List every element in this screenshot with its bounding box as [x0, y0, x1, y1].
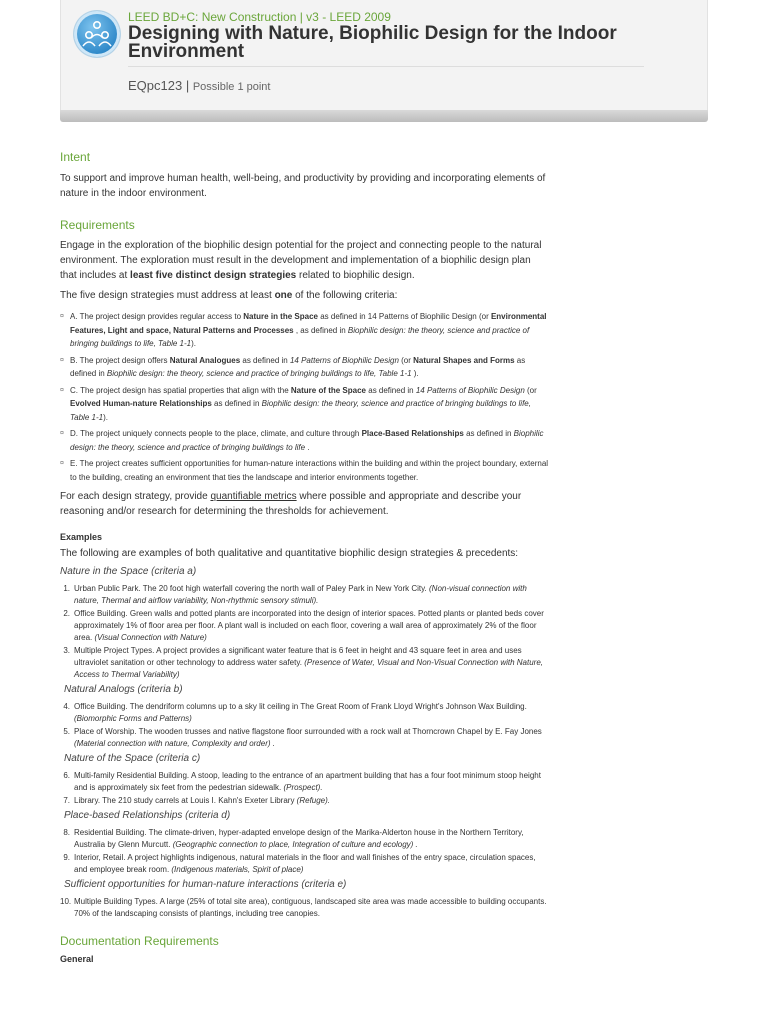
criterion-a-ref: Biophilic design: the theory, science and practice of bringing buildings to life, Table 1-1 [70, 325, 530, 348]
req-p3-text-end: where possible and appropriate and describe your reasoning and/or research for determining the thresholds for achievement. [60, 491, 522, 517]
req-p1-bold: least five distinct design strategies [130, 270, 297, 281]
item-text: Multi-family Residential Building. A stoop, leading to the entrance of an apartment building that has a four foot minimum stoop height and is approximately six feet from the pedestrian sidewalk. [74, 771, 541, 792]
examples-intro: The following are examples of both qualitative and quantitative biophilic design strategies & precedents: [60, 548, 519, 559]
example-list [60, 770, 550, 807]
page-title: Designing with Nature, Biophilic Design for the Indoor Environment [128, 23, 617, 62]
examples-groups [60, 566, 550, 920]
item-text: Office Building. Green walls and potted plants are incorporated into the design of interior spaces. Potted plants or planted beds cover approximately 1% of floor area per floor. A plant wall is included on each floor, covering a wall area of approximately 2% of the floor area. [74, 609, 544, 642]
criterion-b-text: B. The project design offers [70, 355, 170, 365]
item-note: (Prospect). [283, 783, 323, 792]
example-group [60, 566, 550, 681]
item-text: Interior, Retail. A project highlights indigenous, natural materials in the floor and wall finishes of the entry space, circulation spaces, and employee break room. [74, 853, 536, 874]
documentation-heading: Documentation Requirements [60, 934, 219, 948]
list-item [60, 701, 550, 725]
item-number: 1. [63, 584, 70, 593]
example-group-title: Nature of the Space (criteria c) [64, 753, 201, 764]
item-text: Residential Building. The climate-driven, hyper-adapted envelope design of the Marika-Alderton house in the Northern Territory, Australia by Glenn Murcutt. [74, 828, 524, 849]
example-list [60, 583, 550, 681]
example-group [60, 684, 550, 750]
criterion-d-term: Place-Based Relationships [361, 429, 464, 438]
criterion-a [60, 310, 550, 351]
criterion-e-text: E. The project creates sufficient opportunities for human-nature interactions within the building and within the project boundary, external to the building, creating an environment that ties the landscape and interior environments together. [70, 459, 549, 482]
example-group-title: Natural Analogs (criteria b) [64, 684, 183, 695]
criterion-a-text-2: as defined in 14 Patterns of Biophilic Design (or [317, 312, 491, 321]
criterion-c-text-4: as defined in [211, 399, 262, 408]
req-p2-bold: one [274, 290, 293, 301]
item-note: (Geographic connection to place, Integration of culture and ecology) . [172, 840, 418, 849]
criterion-a-text: A. The project design provides regular access to [70, 312, 244, 321]
list-item [60, 583, 550, 607]
criterion-c-term: Nature of the Space [290, 385, 367, 395]
credit-content [60, 150, 550, 964]
item-note: (Visual Connection with Nature) [94, 633, 207, 642]
example-group [60, 810, 550, 876]
item-number: 3. [63, 646, 70, 655]
item-text: Multiple Building Types. A large (25% of total site area), contiguous, landscaped site area was made accessible to building occupants. 70% of the landscaping consists of plantings, including tree canopies. [74, 897, 547, 918]
rating-system-subtitle: LEED BD+C: New Construction | v3 - LEED 2009 [128, 10, 391, 24]
item-text: Office Building. The dendriform columns up to a sky lit ceiling in The Great Room of Frank Lloyd Wright's Johnson Wax Building. [74, 702, 527, 711]
criterion-c-text-3: (or [524, 385, 537, 395]
item-text: Place of Worship. The wooden trusses and native flagstone floor surrounded with a rock wall at Thorncrown Chapel by E. Fay Jones [74, 727, 542, 736]
criterion-a-text-3: , as defined in [293, 325, 348, 335]
item-number: 9. [63, 853, 70, 862]
item-text: Multiple Project Types. A project provides a significant water feature that is 6 feet in height and 43 square feet in area and uses ultraviolet sanitation or other technology to address water safety. [74, 646, 522, 667]
documentation-general-heading: General [60, 954, 94, 964]
requirements-paragraph-1 [60, 238, 550, 283]
example-group-title: Place-based Relationships (criteria d) [64, 810, 231, 821]
item-text: Urban Public Park. The 20 foot high waterfall covering the north wall of Paley Park in New York City. [74, 584, 429, 593]
list-item [60, 645, 550, 681]
criterion-b-term: Natural Analogues [169, 355, 241, 365]
people-group-icon [74, 11, 120, 57]
req-p2-text-end: of the following criteria: [292, 290, 398, 301]
item-number: 7. [63, 796, 70, 805]
item-note: (Indigenous materials, Spirit of place) [171, 865, 304, 874]
criterion-b-end: ). [411, 369, 419, 378]
criterion-d-end: . [305, 442, 310, 452]
examples-heading: Examples [60, 532, 103, 542]
example-list [60, 827, 550, 876]
criterion-b-text-2: as defined in [240, 355, 290, 365]
item-note: (Material connection with nature, Complexity and order) . [74, 739, 275, 748]
item-number: 5. [63, 727, 70, 736]
intent-text: To support and improve human health, well-being, and productivity by providing and incorporating elements of nature in the indoor environment. [60, 173, 546, 199]
requirements-paragraph-2 [60, 288, 550, 303]
item-number: 10. [60, 897, 72, 906]
criterion-e [60, 457, 550, 484]
bullet-icon: ¤ [60, 313, 64, 320]
criterion-c-end: ). [103, 412, 108, 422]
item-number: 6. [63, 771, 70, 780]
criterion-c [60, 384, 550, 425]
example-group [60, 879, 550, 920]
points-label: Possible 1 point [192, 81, 271, 93]
item-note: (Biomorphic Forms and Patterns) [74, 714, 192, 723]
list-item [60, 608, 550, 644]
item-note: (Presence of Water, Visual and Non-Visual Connection with Nature, Access to Thermal Variability) [74, 658, 543, 679]
criterion-d-text-2: as defined in [463, 429, 514, 438]
criterion-d-ref: Biophilic design: the theory, science and practice of bringing buildings to life [70, 429, 544, 452]
criterion-c-ref-2: Biophilic design: the theory, science and practice of bringing buildings to life, Table 1-1 [70, 399, 531, 422]
item-note: (Refuge). [296, 796, 331, 805]
item-note: (Non-visual connection with nature, Thermal and airflow variability, Non-rhythmic sensory stimuli). [74, 584, 527, 605]
credit-separator: | [182, 78, 193, 93]
criteria-list [60, 310, 550, 484]
credit-line [128, 78, 270, 93]
criterion-a-end: ). [191, 339, 197, 348]
list-item [60, 770, 550, 794]
list-item [60, 827, 550, 851]
criterion-c-term-2: Evolved Human-nature Relationships [70, 399, 212, 408]
bullet-icon: ¤ [60, 386, 64, 394]
item-number: 2. [63, 609, 70, 618]
criterion-c-ref: 14 Patterns of Biophilic Design [415, 385, 525, 395]
example-group-title: Sufficient opportunities for human-nature interactions (criteria e) [64, 879, 347, 890]
criterion-b-term-2: Natural Shapes and Forms [413, 355, 515, 365]
criterion-c-text-2: as defined in [366, 385, 416, 395]
example-group-title: Nature in the Space (criteria a) [60, 566, 197, 577]
criterion-b-ref: 14 Patterns of Biophilic Design [289, 355, 399, 365]
example-list [60, 701, 550, 750]
criterion-b-ref-2: Biophilic design: the theory, science and practice of bringing buildings to life, Table 1-1 [106, 369, 412, 378]
item-number: 8. [63, 828, 70, 837]
example-list [60, 896, 550, 920]
requirements-paragraph-3 [60, 489, 550, 519]
req-p2-text: The five design strategies must address at least [60, 290, 275, 301]
quantifiable-metrics-link[interactable]: quantifiable metrics [210, 491, 297, 502]
list-item [60, 852, 550, 876]
criterion-c-text: C. The project design has spatial properties that align with the [70, 385, 291, 395]
list-item [60, 726, 550, 750]
criterion-a-term: Nature in the Space [243, 312, 318, 321]
requirements-heading: Requirements [60, 218, 135, 232]
bullet-icon: ¤ [60, 356, 64, 364]
list-item [60, 896, 550, 920]
item-number: 4. [63, 702, 70, 711]
criterion-a-term-2: Environmental Features, Light and space, Natural Patterns and Processes [70, 312, 547, 335]
list-item [60, 795, 550, 807]
credit-id: EQpc123 [128, 78, 183, 93]
criterion-d-text: D. The project uniquely connects people to the place, climate, and culture through [70, 429, 362, 438]
example-group [60, 753, 550, 807]
bullet-icon: ¤ [60, 430, 64, 437]
bullet-icon: ¤ [60, 460, 64, 467]
criterion-d [60, 427, 550, 454]
title-divider [128, 66, 644, 67]
req-p3-text: For each design strategy, provide [60, 491, 211, 502]
item-text: Library. The 210 study carrels at Louis I. Kahn's Exeter Library [74, 796, 297, 805]
criterion-b-text-3: (or [398, 355, 414, 365]
req-p1-text: Engage in the exploration of the biophilic design potential for the project and connecting people to the natural environment. The exploration must result in the development and implementation of a biophilic design plan that includes at [60, 240, 542, 281]
header-shadow-bar [60, 110, 708, 122]
intent-heading: Intent [60, 150, 91, 164]
req-p1-text-end: related to biophilic design. [296, 270, 415, 281]
criterion-b-text-4: as defined in [70, 355, 526, 378]
criterion-b [60, 354, 550, 381]
